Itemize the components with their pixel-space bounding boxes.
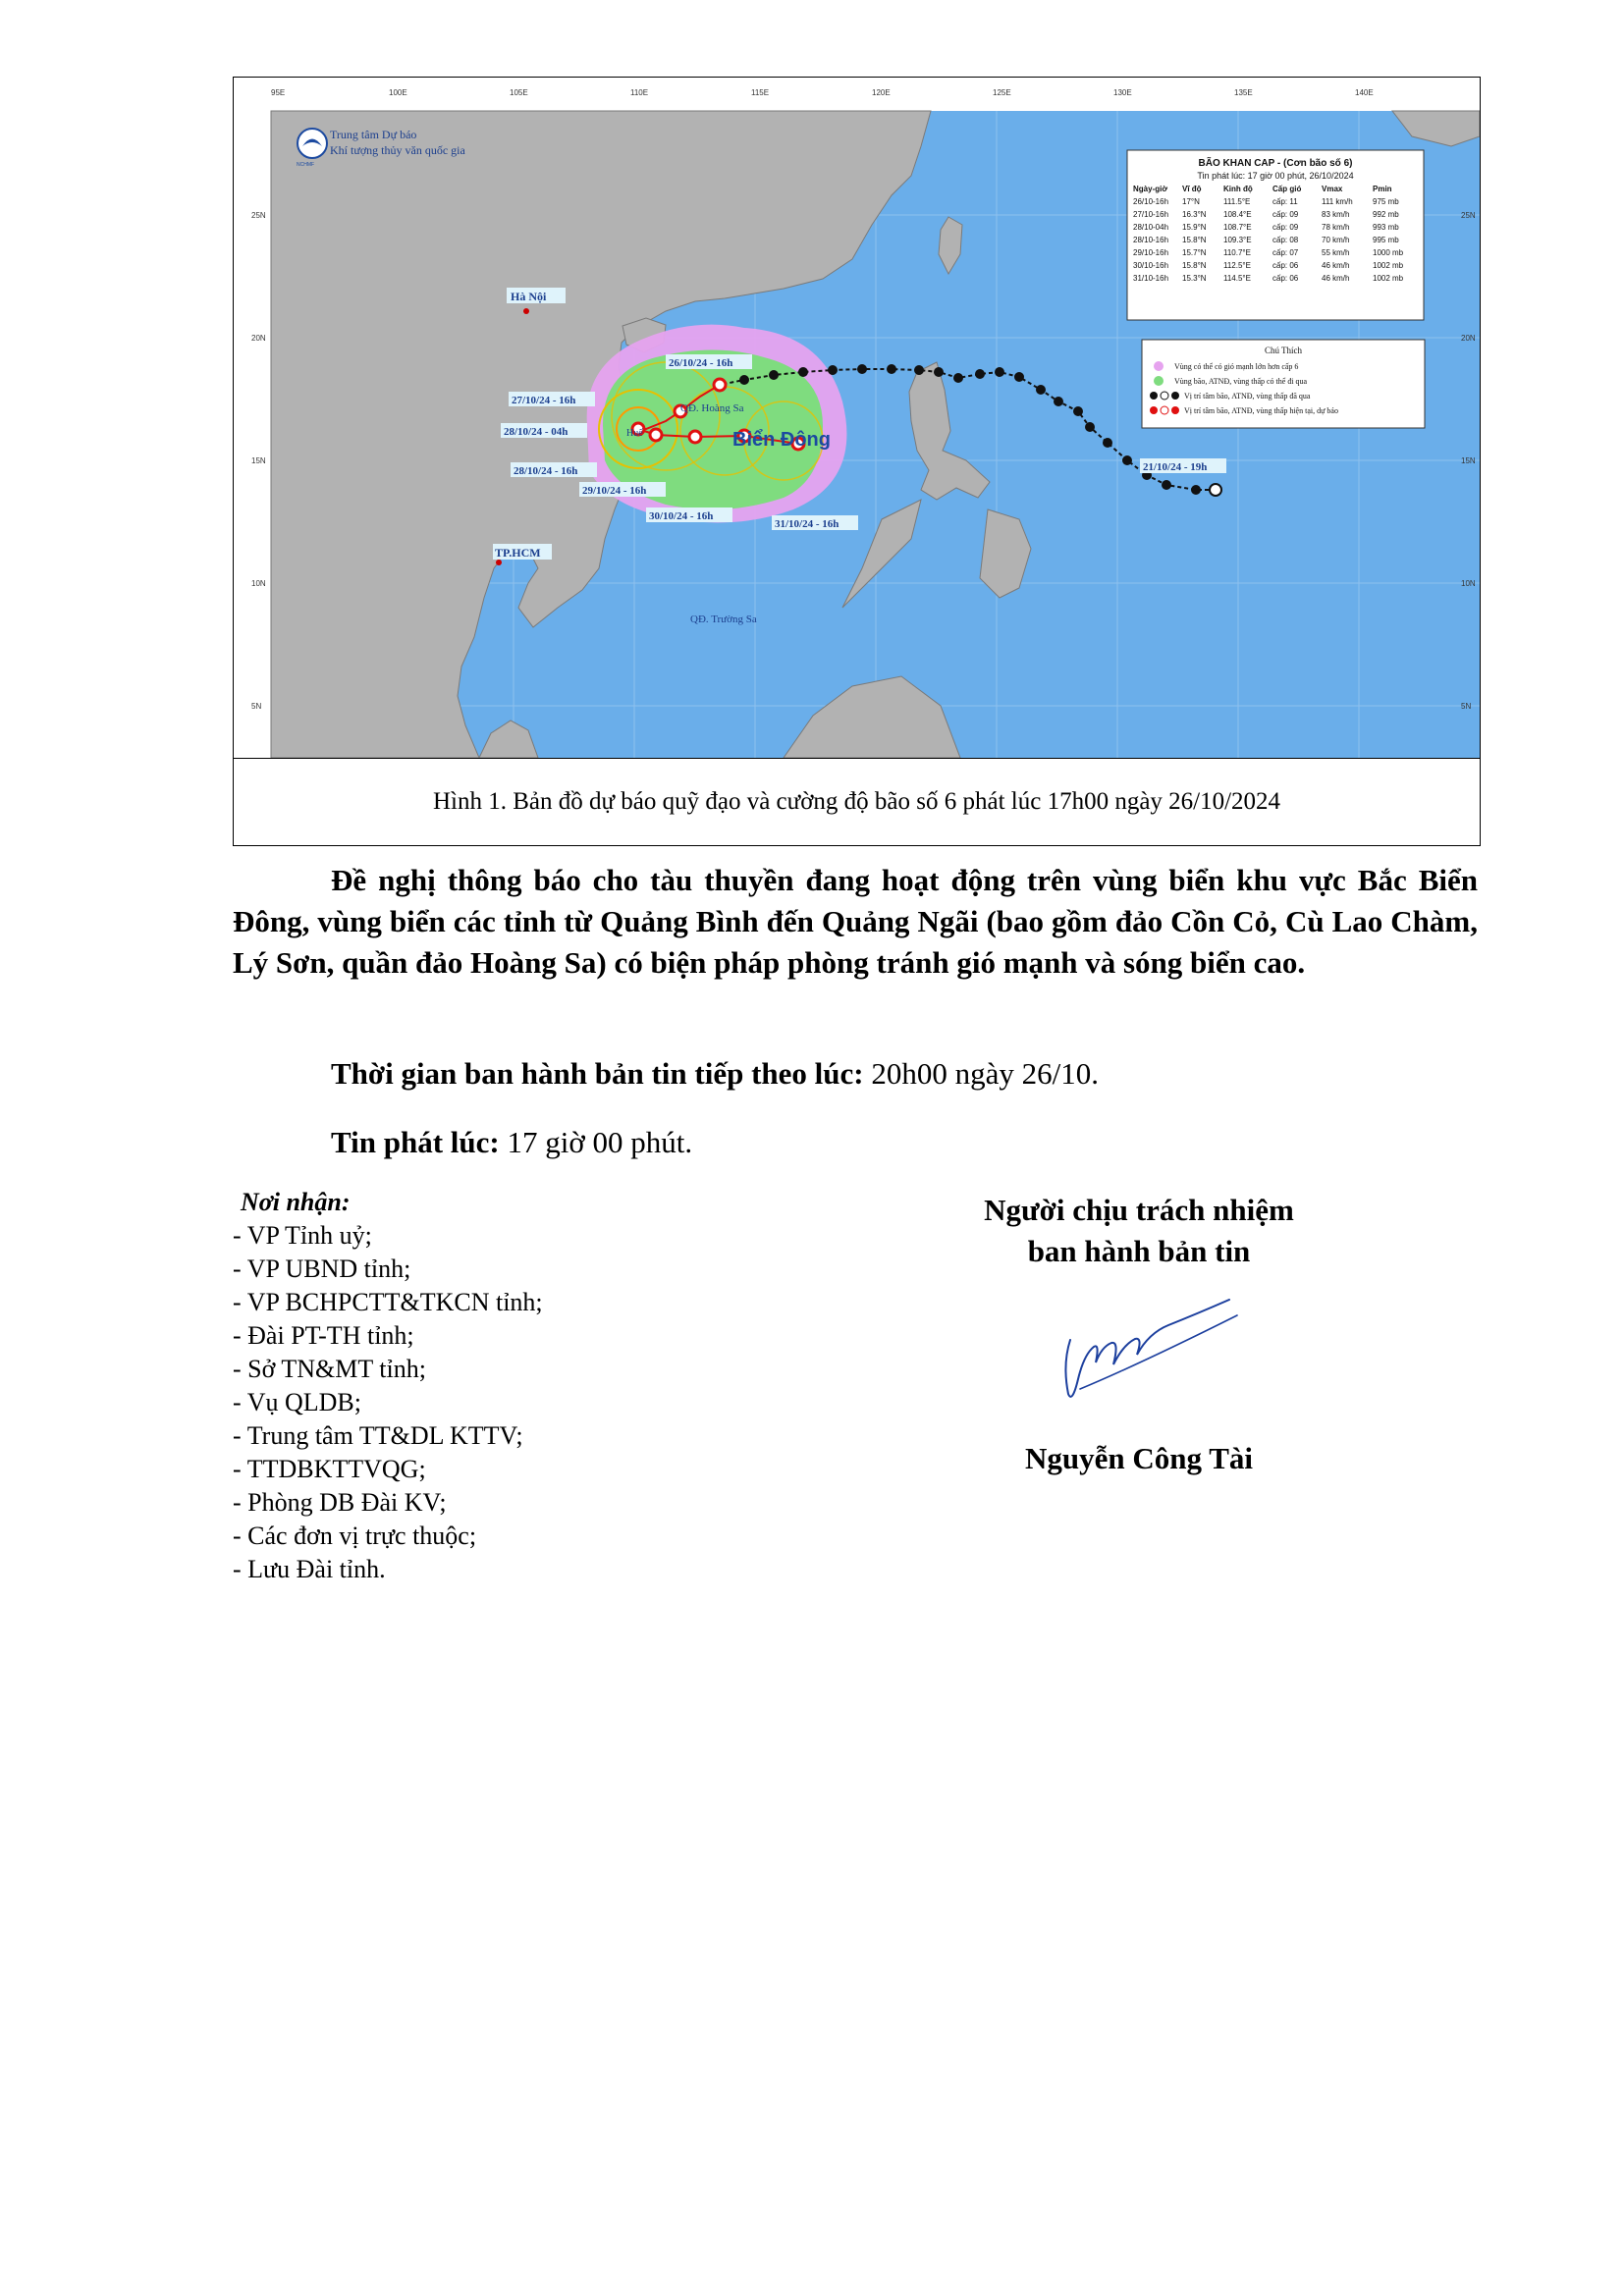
past-storm-icon <box>1103 438 1112 448</box>
lat-label: 25N <box>251 211 266 220</box>
lat-label: 5N <box>251 702 262 711</box>
past-storm-icon <box>1085 422 1095 432</box>
info-cell: 995 mb <box>1373 236 1399 244</box>
hcm-label: TP.HCM <box>495 546 541 560</box>
recipient-item: - Sở TN&MT tỉnh; <box>233 1355 426 1383</box>
info-cell: cấp: 09 <box>1272 210 1299 219</box>
recipient-item: - Phòng DB Đài KV; <box>233 1488 447 1517</box>
info-box-subtitle: Tin phát lúc: 17 giờ 00 phút, 26/10/2024 <box>1197 171 1354 181</box>
track-label: 26/10/24 - 16h <box>669 357 733 369</box>
legend-green-swatch <box>1154 376 1164 386</box>
advice-paragraph: Đề nghị thông báo cho tàu thuyền đang hoạt động trên vùng biển khu vực Bắc Biển Đông, vùng biển các tỉnh từ Quảng Bình đến Quảng Ngãi (bao gồm đảo Cồn Cỏ, Cù Lao Chàm, Lý Sơn, quần đảo Hoàng Sa) có biện pháp phòng tránh gió mạnh và sóng biển cao. <box>233 863 1478 980</box>
recipient-item: - Trung tâm TT&DL KTTV; <box>233 1421 523 1450</box>
past-storm-icon <box>739 375 749 385</box>
hcm-marker <box>496 560 502 565</box>
info-cell: 975 mb <box>1373 197 1399 206</box>
handwritten-signature <box>1051 1286 1247 1414</box>
info-cell: 16.3°N <box>1182 210 1207 219</box>
track-label: 30/10/24 - 16h <box>649 510 714 522</box>
legend-item: Vùng có thể có gió mạnh lớn hơn cấp 6 <box>1174 362 1299 371</box>
past-storm-icon <box>1054 397 1063 406</box>
past-storm-icon <box>975 369 985 379</box>
responsible-line-1: Người chịu trách nhiệm <box>984 1193 1294 1227</box>
info-cell: cấp: 09 <box>1272 223 1299 232</box>
recipient-item: - VP Tỉnh uỷ; <box>233 1221 372 1250</box>
lon-label: 95E <box>271 88 286 97</box>
info-cell: 15.8°N <box>1182 236 1207 244</box>
past-storm-icon <box>857 364 867 374</box>
past-storm-icon <box>934 367 944 377</box>
lon-label: 120E <box>872 88 891 97</box>
past-storm-icon <box>953 373 963 383</box>
info-cell: 83 km/h <box>1322 210 1350 219</box>
legend-box <box>1142 340 1425 428</box>
track-label: 28/10/24 - 16h <box>514 465 578 477</box>
recipient-item: - Lưu Đài tỉnh. <box>233 1555 386 1583</box>
info-cell: cấp: 06 <box>1272 261 1299 270</box>
past-storm-icon <box>1014 372 1024 382</box>
next-bulletin-value: 20h00 ngày 26/10. <box>863 1056 1099 1091</box>
info-header: Vmax <box>1322 185 1343 193</box>
signer-name: Nguyễn Công Tài <box>1025 1441 1253 1475</box>
responsible-title <box>913 1190 1365 1272</box>
issued-paragraph <box>233 1122 1478 1163</box>
info-cell: 30/10-16h <box>1133 261 1169 270</box>
info-cell: 1002 mb <box>1373 274 1404 283</box>
info-cell: 1002 mb <box>1373 261 1404 270</box>
hoang-sa-label: QĐ. Hoàng Sa <box>680 402 744 414</box>
info-cell: 15.8°N <box>1182 261 1207 270</box>
lon-label: 100E <box>389 88 407 97</box>
info-header: Ngày-giờ <box>1133 185 1168 193</box>
info-cell: 108.7°E <box>1223 223 1252 232</box>
legend-item: Vị trí tâm bão, ATNĐ, vùng thấp đã qua <box>1184 392 1311 400</box>
info-cell: 109.3°E <box>1223 236 1252 244</box>
past-storm-icon <box>798 367 808 377</box>
info-cell: 46 km/h <box>1322 274 1350 283</box>
info-cell: cấp: 08 <box>1272 236 1299 244</box>
lon-label: 110E <box>630 88 649 97</box>
info-cell: 112.5°E <box>1223 261 1251 270</box>
next-bulletin-label: Thời gian ban hành bản tin tiếp theo lúc: <box>331 1056 864 1091</box>
track-label: 31/10/24 - 16h <box>775 518 839 530</box>
info-header: Kinh độ <box>1223 185 1253 193</box>
figure-frame <box>233 77 1481 846</box>
info-cell: 114.5°E <box>1223 274 1251 283</box>
lat-label: 10N <box>1461 579 1476 588</box>
info-cell: 29/10-16h <box>1133 248 1169 257</box>
past-storm-icon <box>769 370 779 380</box>
past-storm-icon <box>1162 480 1171 490</box>
lat-label: 20N <box>251 334 266 343</box>
recipients-list <box>233 1219 543 1586</box>
lat-label: 25N <box>1461 211 1476 220</box>
forecast-storm-icon <box>714 379 726 391</box>
past-storm-icon <box>887 364 896 374</box>
lat-label: 15N <box>1461 456 1476 465</box>
info-cell: 17°N <box>1182 197 1200 206</box>
logo-line-2: Khí tượng thủy văn quốc gia <box>330 143 465 157</box>
recipient-item: - VP UBND tỉnh; <box>233 1255 411 1283</box>
logo-line-1: Trung tâm Dự báo <box>330 128 417 141</box>
recipient-item: - Vụ QLDB; <box>233 1388 361 1416</box>
info-cell: 26/10-16h <box>1133 197 1169 206</box>
info-header: Pmin <box>1373 185 1392 193</box>
recipient-item: - Đài PT-TH tỉnh; <box>233 1321 414 1350</box>
legend-title: Chú Thích <box>1264 346 1303 355</box>
info-cell: 15.9°N <box>1182 223 1207 232</box>
lat-label: 20N <box>1461 334 1476 343</box>
storm-info-box <box>1127 150 1424 320</box>
storm-forecast-map <box>234 78 1480 758</box>
info-header: Cấp gió <box>1272 185 1302 193</box>
info-box-title: BÃO KHAN CAP - (Cơn bão số 6) <box>1198 158 1353 169</box>
lon-label: 105E <box>510 88 528 97</box>
bien-dong-label: Biển Đông <box>732 429 831 451</box>
lon-label: 125E <box>993 88 1011 97</box>
issued-label: Tin phát lúc: <box>331 1125 500 1159</box>
past-storm-icon <box>995 367 1004 377</box>
info-cell: 28/10-04h <box>1133 223 1169 232</box>
info-header: Vĩ độ <box>1182 185 1202 193</box>
info-cell: cấp: 11 <box>1272 197 1298 206</box>
info-cell: 28/10-16h <box>1133 236 1169 244</box>
lat-label: 15N <box>251 456 266 465</box>
info-cell: 111.5°E <box>1223 197 1251 206</box>
legend-item: Vùng bão, ATNĐ, vùng thấp có thể đi qua <box>1174 377 1308 386</box>
track-label: 21/10/24 - 19h <box>1143 461 1208 473</box>
info-cell: 111 km/h <box>1322 197 1353 206</box>
track-label: 29/10/24 - 16h <box>582 485 647 497</box>
past-storm-icon <box>1036 385 1046 395</box>
info-cell: 31/10-16h <box>1133 274 1169 283</box>
recipient-item: - Các đơn vị trực thuộc; <box>233 1522 477 1550</box>
origin-point <box>1210 484 1221 496</box>
issued-value: 17 giờ 00 phút. <box>499 1125 693 1159</box>
legend-violet-swatch <box>1154 361 1164 371</box>
recipient-item: - TTDBKTTVQG; <box>233 1455 426 1483</box>
past-storm-icon <box>1073 406 1083 416</box>
track-label: 27/10/24 - 16h <box>512 395 576 406</box>
info-cell: 55 km/h <box>1322 248 1350 257</box>
recipients-block <box>233 1186 543 1586</box>
lat-label: 5N <box>1461 702 1472 711</box>
recipients-title: Nơi nhận: <box>241 1188 351 1216</box>
map-svg <box>234 78 1480 758</box>
past-storm-icon <box>828 365 838 375</box>
hanoi-label: Hà Nội <box>511 290 547 303</box>
lat-label: 10N <box>251 579 266 588</box>
info-cell: 70 km/h <box>1322 236 1350 244</box>
hue-label: Huế <box>626 428 643 439</box>
truong-sa-label: QĐ. Trường Sa <box>690 614 757 625</box>
info-cell: 993 mb <box>1373 223 1399 232</box>
info-cell: 1000 mb <box>1373 248 1404 257</box>
info-cell: 992 mb <box>1373 210 1399 219</box>
info-cell: 15.7°N <box>1182 248 1207 257</box>
legend-past-icons <box>1150 392 1179 400</box>
info-cell: 108.4°E <box>1223 210 1252 219</box>
past-storm-icon <box>914 365 924 375</box>
lon-label: 115E <box>751 88 770 97</box>
info-cell: 15.3°N <box>1182 274 1207 283</box>
past-storm-icon <box>1191 485 1201 495</box>
recipient-item: - VP BCHPCTT&TKCN tỉnh; <box>233 1288 543 1316</box>
info-cell: cấp: 06 <box>1272 274 1299 283</box>
responsible-line-2: ban hành bản tin <box>1027 1234 1251 1268</box>
next-bulletin-paragraph <box>233 1053 1478 1095</box>
info-cell: 110.7°E <box>1223 248 1251 257</box>
figure-caption: Hình 1. Bản đồ dự báo quỹ đạo và cường độ bão số 6 phát lúc 17h00 ngày 26/10/2024 <box>234 758 1480 845</box>
forecast-storm-icon <box>689 431 701 443</box>
track-label: 28/10/24 - 04h <box>504 426 568 438</box>
hanoi-marker <box>523 308 529 314</box>
info-cell: 46 km/h <box>1322 261 1350 270</box>
forecast-storm-icon <box>650 429 662 441</box>
info-cell: cấp: 07 <box>1272 248 1299 257</box>
info-cell: 27/10-16h <box>1133 210 1169 219</box>
lon-label: 130E <box>1113 88 1132 97</box>
info-cell: 78 km/h <box>1322 223 1350 232</box>
legend-item: Vị trí tâm bão, ATNĐ, vùng thấp hiện tại, dự báo <box>1184 406 1338 415</box>
logo-mark: NCHMF <box>297 162 315 168</box>
lon-label: 135E <box>1234 88 1253 97</box>
lon-label: 140E <box>1355 88 1374 97</box>
past-storm-icon <box>1122 455 1132 465</box>
legend-forecast-icons <box>1150 406 1179 414</box>
